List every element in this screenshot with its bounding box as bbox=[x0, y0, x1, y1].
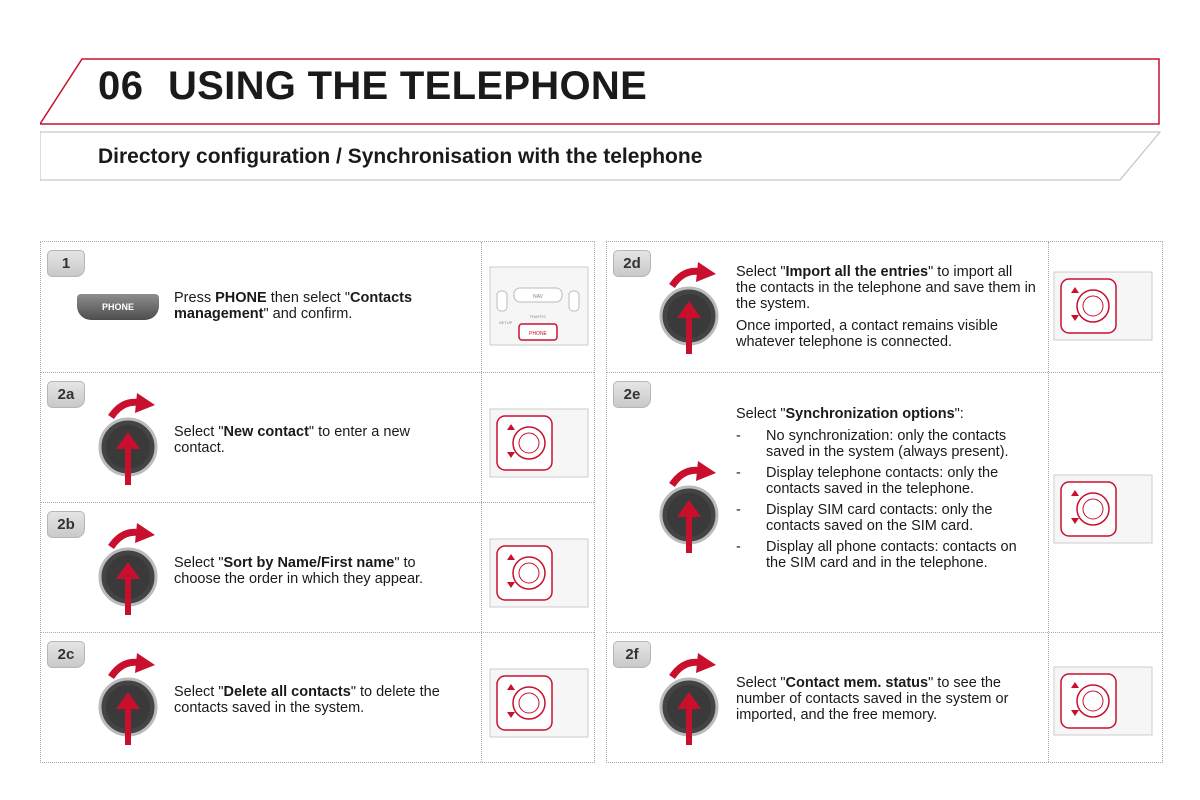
step-2b-text: Select "Sort by Name/First name" to choose the order in which they appear. bbox=[174, 555, 424, 587]
chapter-number: 06 bbox=[98, 64, 144, 108]
traffic-label: TRAFFIC bbox=[529, 314, 547, 319]
step-badge: 2f bbox=[613, 641, 651, 668]
section-title: Directory configuration / Synchronisation with the telephone bbox=[98, 145, 703, 168]
step-1 bbox=[41, 242, 594, 372]
section-header bbox=[40, 131, 1162, 181]
console-illustration bbox=[489, 663, 589, 743]
step-2c-text: Select "Delete all contacts" to delete the contacts saved in the system. bbox=[174, 684, 440, 716]
list-item: - Display SIM card contacts: only the contacts saved on the SIM card. bbox=[736, 502, 1036, 534]
right-panel bbox=[606, 241, 1163, 763]
rotary-knob-icon bbox=[93, 517, 163, 617]
step-2c bbox=[41, 632, 594, 763]
step-2f-text: Select "Contact mem. status" to see the number of contacts saved in the system or imported, and the free memory. bbox=[736, 675, 1009, 723]
list-item: - Display all phone contacts: contacts on the SIM card and in the telephone. bbox=[736, 539, 1036, 571]
phone-button-illustration: PHONE bbox=[77, 294, 159, 320]
console-illustration bbox=[489, 533, 589, 613]
rotary-knob-icon bbox=[654, 455, 724, 555]
step-2e-text: Select "Synchronization options": - No synchronization: only the contacts saved in the system (always present). - Display telephone contacts: only the contacts saved in the telephone. - Display SIM card contacts: only the contacts saved on the SIM card. - Display all phone contacts: contacts on the SIM card and in the telephone. bbox=[736, 406, 1036, 576]
step-badge: 2e bbox=[613, 381, 651, 408]
sync-options-list bbox=[736, 428, 1036, 571]
step-2f bbox=[607, 632, 1162, 763]
console-illustration bbox=[489, 266, 589, 346]
rotary-knob-icon bbox=[654, 256, 724, 356]
rotary-knob-icon bbox=[654, 647, 724, 747]
console-illustration bbox=[1053, 266, 1153, 346]
nav-label: NAV bbox=[533, 294, 543, 300]
step-badge: 2d bbox=[613, 250, 651, 277]
list-item: - No synchronization: only the contacts saved in the system (always present). bbox=[736, 428, 1036, 460]
step-2a-text: Select "New contact" to enter a new contact. bbox=[174, 424, 410, 456]
setup-label: SETUP bbox=[499, 320, 513, 325]
chapter-header bbox=[40, 58, 1160, 126]
step-1-text: Press PHONE then select "Contacts management" and confirm. bbox=[174, 290, 413, 322]
step-2b bbox=[41, 502, 594, 633]
step-2d-text: Select "Import all the entries" to import all the contacts in the telephone and save them in the system. Once imported, a contact remains visible whatever telephone is connected. bbox=[736, 264, 1036, 350]
step-badge: 2a bbox=[47, 381, 85, 408]
step-2a bbox=[41, 372, 594, 503]
rotary-knob-icon bbox=[93, 647, 163, 747]
rotary-knob-icon bbox=[93, 387, 163, 487]
step-badge: 1 bbox=[47, 250, 85, 277]
list-item: - Display telephone contacts: only the contacts saved in the telephone. bbox=[736, 465, 1036, 497]
phone-label: PHONE bbox=[529, 331, 547, 337]
step-badge: 2c bbox=[47, 641, 85, 668]
left-panel bbox=[40, 241, 595, 763]
page-title: USING THE TELEPHONE bbox=[168, 64, 648, 108]
step-badge: 2b bbox=[47, 511, 85, 538]
console-illustration bbox=[489, 403, 589, 483]
step-2e bbox=[607, 372, 1162, 633]
console-illustration bbox=[1053, 661, 1153, 741]
step-2d bbox=[607, 242, 1162, 372]
console-illustration bbox=[1053, 469, 1153, 549]
